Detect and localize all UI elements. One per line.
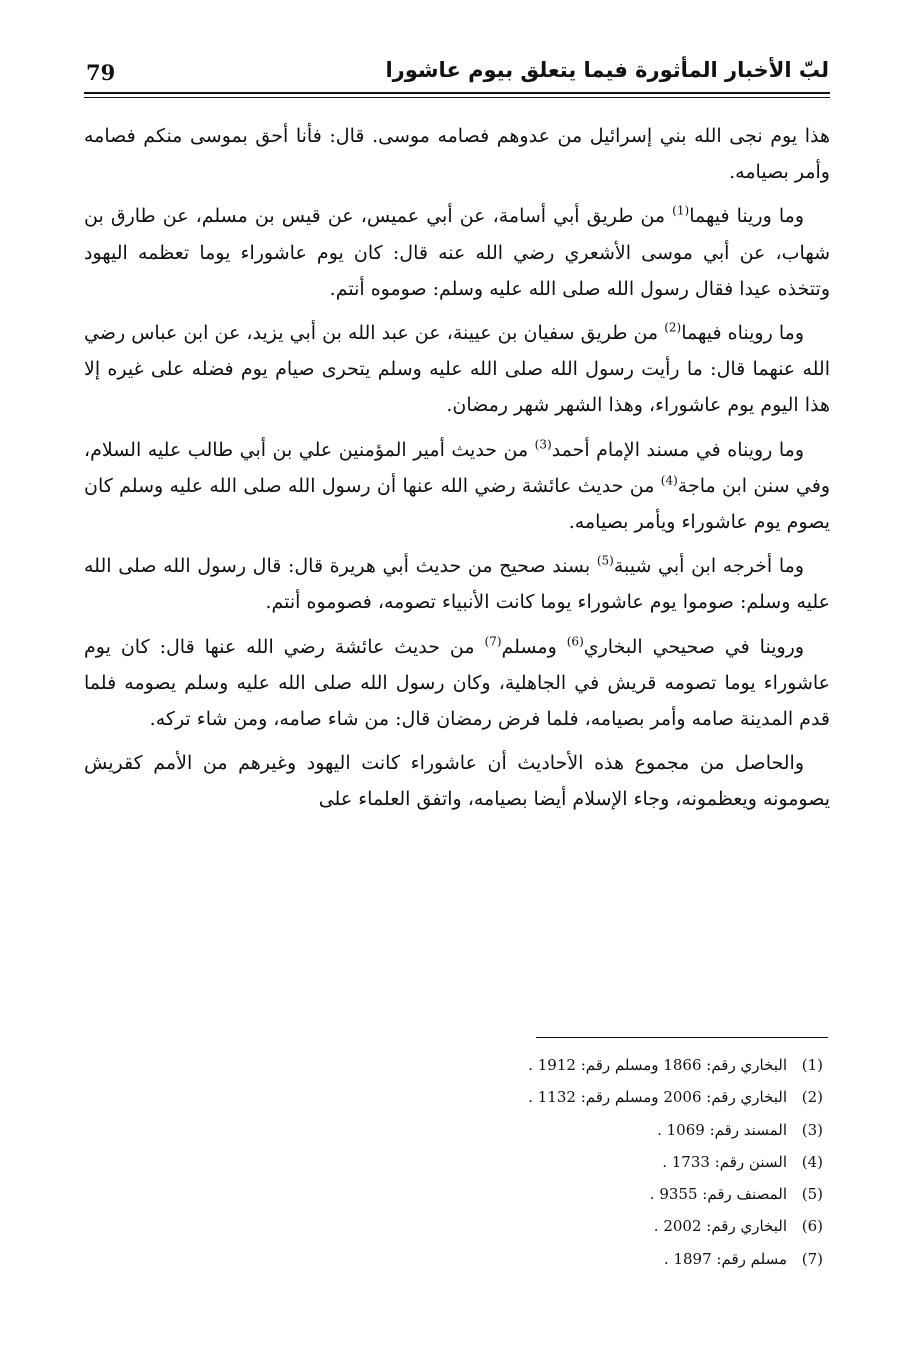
body-paragraph: [84, 198, 830, 307]
body-paragraph: [84, 745, 830, 817]
footnote-text: البخاري رقم: 1866 ومسلم رقم: 1912 .: [528, 1056, 787, 1074]
running-title: لبّ الأخبار المأثورة فيما يتعلق بيوم عاشورا: [385, 58, 829, 82]
footnote-item: [223, 1146, 823, 1178]
footnote-reference: (7): [484, 634, 502, 649]
paragraph-text: بسند صحيح من حديث أبي هريرة قال: قال رسول الله صلى الله عليه وسلم: صوموا يوم عاشوراء يوما كانت الأنبياء تصومه، فصوموه أنتم.: [84, 555, 830, 614]
footnote-number: (4): [801, 1152, 823, 1171]
footnote-reference: (3): [534, 437, 552, 452]
footnote-text: السنن رقم: 1733 .: [662, 1152, 787, 1171]
body-paragraph: [84, 432, 830, 541]
body-paragraph: [84, 118, 830, 190]
paragraph-text: والحاصل من مجموع هذه الأحاديث أن عاشوراء كانت اليهود وغيرهم من الأمم كقريش يصومونه ويعظمونه، وجاء الإسلام أيضا بصيامه، واتفق العلماء على: [84, 752, 830, 811]
footnote-reference: (1): [672, 204, 690, 219]
paragraph-text: من حديث أمير المؤمنين علي بن أبي طالب عليه السلام، وفي سنن ابن ماجة: [84, 438, 830, 497]
footnote-number: (5): [801, 1185, 823, 1204]
footnote-item: [223, 1114, 823, 1146]
paragraph-text: وما رويناه فيهما: [681, 322, 805, 345]
footnote-item: [223, 1081, 823, 1113]
paragraph-text: هذا يوم نجى الله بني إسرائيل من عدوهم فصامه موسى. قال: فأنا أحق بموسى منكم فصامه وأمر بصيامه.: [84, 125, 830, 184]
footnote-item: [223, 1210, 823, 1242]
paragraph-text: من طريق سفيان بن عيينة، عن عبد الله بن أبي يزيد، عن ابن عباس رضي الله عنهما قال: ما رأيت رسول الله صلى الله عليه وسلم يتحرى صيام يوم فضله على غيره إلا هذا اليوم يوم عاشوراء، وهذا الشهر شهر رمضان.: [84, 322, 830, 417]
body-paragraph: [84, 629, 830, 738]
footnote-item: [223, 1049, 823, 1081]
footnote-item: [223, 1243, 823, 1275]
paragraph-text: من طريق أبي أسامة، عن أبي عميس، عن قيس بن مسلم، عن طارق بن شهاب، عن أبي موسى الأشعري رضي الله عنه قال: كان يوم عاشوراء يوما تعظمه اليهود وتتخذه عيدا فقال رسول الله صلى الله عليه وسلم: صوموه أنتم.: [84, 205, 830, 300]
body-text: [84, 118, 830, 826]
paragraph-text: وما رويناه في مسند الإمام أحمد: [551, 438, 804, 461]
footnote-text: مسلم رقم: 1897 .: [663, 1249, 787, 1268]
footnote-text: المصنف رقم: 9355 .: [649, 1185, 787, 1204]
paragraph-text: وما ورينا فيهما: [689, 205, 804, 228]
paragraph-text: وما أخرجه ابن أبي شيبة: [613, 555, 804, 578]
footnote-item: [223, 1178, 823, 1210]
footnote-reference: (6): [566, 634, 584, 649]
header-rule-thick: [84, 92, 830, 94]
footnote-text: البخاري رقم: 2002 .: [653, 1217, 787, 1236]
footnote-number: (6): [801, 1217, 823, 1236]
footnote-number: (7): [801, 1249, 823, 1268]
footnote-number: (1): [801, 1056, 823, 1074]
paragraph-text: ومسلم: [501, 635, 567, 658]
footnote-separator: [536, 1037, 828, 1038]
footnotes-list: [223, 1049, 823, 1275]
page-number: 79: [86, 60, 116, 85]
footnote-text: المسند رقم: 1069 .: [657, 1120, 787, 1139]
footnote-reference: (4): [660, 473, 678, 488]
footnote-number: (2): [801, 1088, 823, 1107]
body-paragraph: [84, 315, 830, 424]
header-rule-thin: [84, 97, 830, 98]
body-paragraph: [84, 548, 830, 620]
paragraph-text: من حديث عائشة رضي الله عنها قال: كان يوم عاشوراء يوما تصومه قريش في الجاهلية، وكان رسول الله صلى الله عليه وسلم يصومه فلما قدم المدينة صامه وأمر بصيامه، فلما فرض رمضان قال: من شاء صامه، ومن شاء تركه.: [84, 635, 830, 731]
paragraph-text: من حديث عائشة رضي الله عنها أن رسول الله صلى الله عليه وسلم كان يصوم يوم عاشوراء ويأمر بصيامه.: [84, 474, 830, 534]
footnote-text: البخاري رقم: 2006 ومسلم رقم: 1132 .: [528, 1088, 787, 1107]
paragraph-text: وروينا في صحيحي البخاري: [583, 635, 805, 658]
footnote-reference: (2): [664, 320, 682, 335]
footnote-number: (3): [801, 1120, 823, 1139]
footnote-reference: (5): [596, 553, 614, 568]
